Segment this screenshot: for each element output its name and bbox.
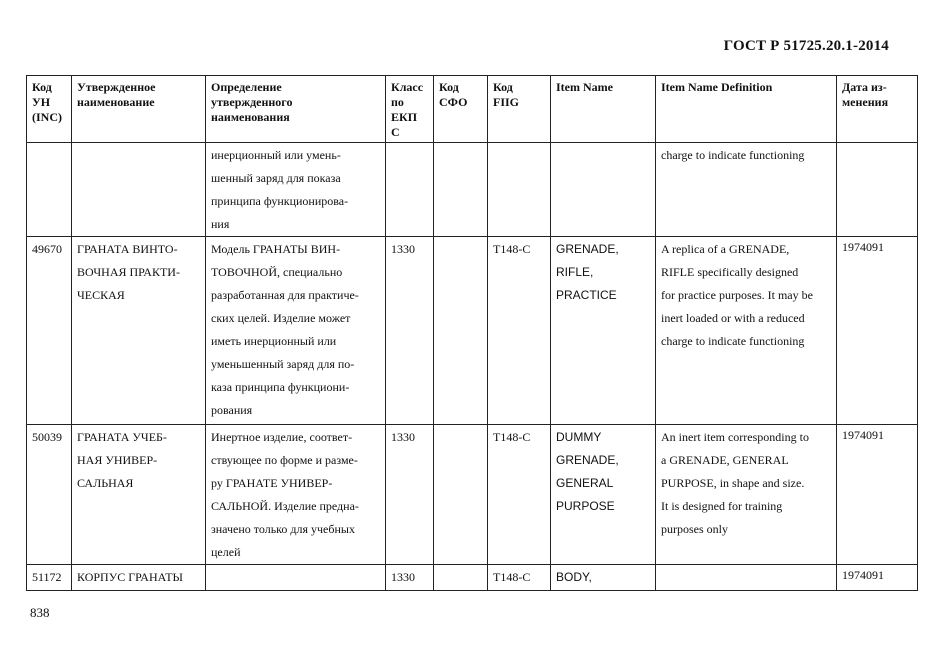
cell-line: PURPOSE <box>556 499 615 513</box>
cell-definition <box>206 425 386 565</box>
cell-line: RIFLE specifically designed <box>661 265 799 279</box>
cell-sfo <box>434 565 488 591</box>
cell-line: Определение <box>211 80 282 94</box>
cell-line: наименование <box>77 95 155 109</box>
cell-line: inert loaded or with a reduced <box>661 311 805 325</box>
cell-line: УН <box>32 95 51 109</box>
cell-line: ГРАНАТА УЧЕБ- <box>77 430 167 444</box>
cell-line: наименования <box>211 110 290 124</box>
cell-line: ских целей. Изделие может <box>211 311 351 325</box>
cell-class: 1330 <box>386 425 434 565</box>
cell-line: PURPOSE, in shape and size. <box>661 476 805 490</box>
cell-line: С <box>391 125 400 139</box>
cell-item-definition <box>656 143 837 237</box>
cell-line: Код <box>32 80 52 94</box>
table-row <box>27 425 918 565</box>
cell-line: (INC) <box>32 110 62 124</box>
cell-approved-name <box>72 425 206 565</box>
cell-line: a GRENADE, GENERAL <box>661 453 789 467</box>
cell-line: Инертное изделие, соответ- <box>211 430 353 444</box>
cell-line: An inert item corresponding to <box>661 430 809 444</box>
col-header-item-name-definition <box>656 76 837 143</box>
cell-line: GRENADE, <box>556 242 619 256</box>
cell-line: иметь инерционный или <box>211 334 337 348</box>
document-standard-code: ГОСТ Р 51725.20.1-2014 <box>723 38 889 54</box>
cell-line: for practice purposes. It may be <box>661 288 813 302</box>
cell-line: ТОВОЧНОЙ, специально <box>211 265 343 279</box>
cell-class: 1330 <box>386 565 434 591</box>
cell-approved-name <box>72 143 206 237</box>
cell-definition <box>206 143 386 237</box>
cell-line: уменьшенный заряд для по- <box>211 357 355 371</box>
cell-change-date: 1974091 <box>837 237 918 425</box>
cell-item-name <box>551 565 656 591</box>
cell-fiig <box>488 143 551 237</box>
cell-inc: 51172 <box>27 565 72 591</box>
cell-line: менения <box>842 95 889 109</box>
cell-line: целей <box>211 545 241 559</box>
cell-item-name <box>551 237 656 425</box>
cell-line: Класс <box>391 80 424 94</box>
cell-change-date: 1974091 <box>837 425 918 565</box>
cell-item-definition <box>656 425 837 565</box>
cell-item-definition <box>656 237 837 425</box>
cell-change-date: 1974091 <box>837 565 918 591</box>
cell-line: рования <box>211 403 253 417</box>
cell-sfo <box>434 143 488 237</box>
cell-line: утвержденного <box>211 95 293 109</box>
cell-line: разработанная для практиче- <box>211 288 359 302</box>
cell-sfo <box>434 425 488 565</box>
col-header-fiig <box>488 76 551 143</box>
cell-line: значено только для учебных <box>211 522 355 536</box>
cell-line: инерционный или умень- <box>211 148 341 162</box>
cell-line: charge to indicate functioning <box>661 148 805 162</box>
table-header-row <box>27 76 918 143</box>
cell-line: purposes only <box>661 522 728 536</box>
cell-line: САЛЬНАЯ <box>77 476 134 490</box>
col-header-approved-name <box>72 76 206 143</box>
page-number: 838 <box>30 605 50 620</box>
col-header-sfo <box>434 76 488 143</box>
cell-inc: 50039 <box>27 425 72 565</box>
cell-line: charge to indicate functioning <box>661 334 805 348</box>
cell-inc: 49670 <box>27 237 72 425</box>
cell-item-name <box>551 425 656 565</box>
cell-line: СФО <box>439 95 468 109</box>
catalog-table <box>26 75 918 591</box>
cell-line: КОРПУС ГРАНАТЫ <box>77 570 184 584</box>
cell-line: GENERAL <box>556 476 614 490</box>
table-row <box>27 237 918 425</box>
cell-line: ВОЧНАЯ ПРАКТИ- <box>77 265 180 279</box>
cell-line: A replica of a GRENADE, <box>661 242 790 256</box>
cell-item-definition <box>656 565 837 591</box>
cell-item-name <box>551 143 656 237</box>
cell-line: PRACTICE <box>556 288 617 302</box>
cell-approved-name <box>72 237 206 425</box>
table-row <box>27 565 918 591</box>
cell-line: ствующее по форме и разме- <box>211 453 358 467</box>
cell-line: RIFLE, <box>556 265 594 279</box>
cell-line: Item Name Definition <box>661 80 773 94</box>
cell-line: принципа функционирова- <box>211 194 349 208</box>
cell-line: FIIG <box>493 95 520 109</box>
cell-line: Item Name <box>556 80 613 94</box>
cell-line: It is designed for training <box>661 499 783 513</box>
cell-fiig: T148-C <box>488 425 551 565</box>
cell-line: GRENADE, <box>556 453 619 467</box>
table-row <box>27 143 918 237</box>
col-header-class <box>386 76 434 143</box>
cell-line: НАЯ УНИВЕР- <box>77 453 158 467</box>
cell-definition <box>206 237 386 425</box>
cell-line: Код <box>493 80 513 94</box>
cell-line: Дата из- <box>842 80 887 94</box>
cell-approved-name <box>72 565 206 591</box>
cell-line: САЛЬНОЙ. Изделие предна- <box>211 499 359 513</box>
cell-class <box>386 143 434 237</box>
cell-line: Утвержденное <box>77 80 156 94</box>
cell-line: по <box>391 95 404 109</box>
cell-definition <box>206 565 386 591</box>
col-header-inc <box>27 76 72 143</box>
cell-change-date <box>837 143 918 237</box>
cell-line: каза принципа функциони- <box>211 380 350 394</box>
cell-fiig: T148-C <box>488 237 551 425</box>
cell-sfo <box>434 237 488 425</box>
cell-line: BODY, <box>556 570 592 584</box>
cell-line: Модель ГРАНАТЫ ВИН- <box>211 242 341 256</box>
cell-line: ЕКП <box>391 110 418 124</box>
cell-inc <box>27 143 72 237</box>
cell-line: DUMMY <box>556 430 602 444</box>
cell-class: 1330 <box>386 237 434 425</box>
cell-line: шенный заряд для показа <box>211 171 341 185</box>
col-header-item-name <box>551 76 656 143</box>
col-header-change-date <box>837 76 918 143</box>
cell-fiig: T148-C <box>488 565 551 591</box>
cell-line: ру ГРАНАТЕ УНИВЕР- <box>211 476 333 490</box>
cell-line: ЧЕСКАЯ <box>77 288 125 302</box>
cell-line: Код <box>439 80 459 94</box>
cell-line: ГРАНАТА ВИНТО- <box>77 242 178 256</box>
cell-line: ния <box>211 217 230 231</box>
col-header-definition <box>206 76 386 143</box>
